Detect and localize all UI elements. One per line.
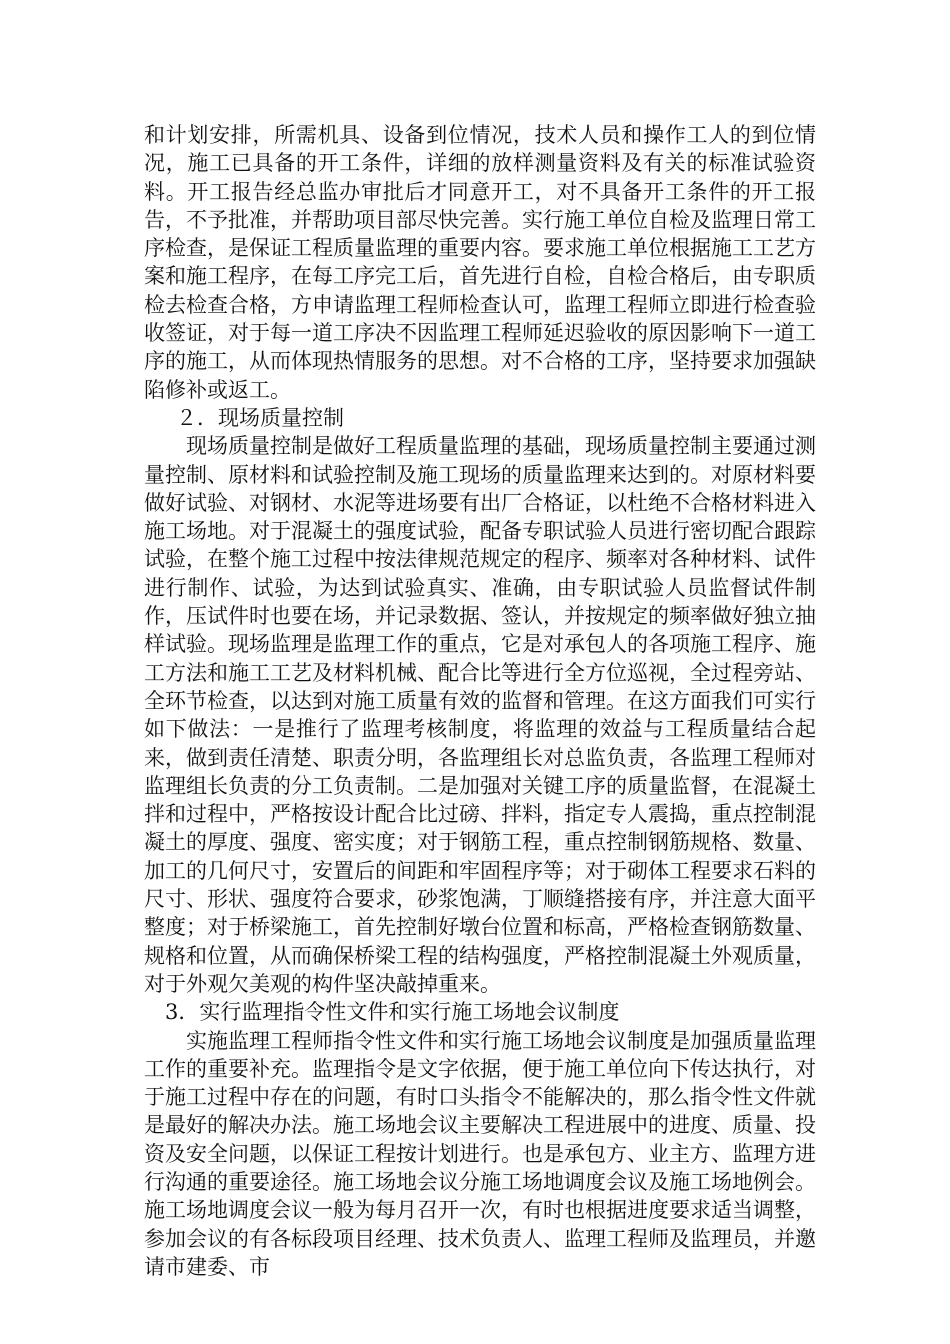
- body-paragraph-2: 现场质量控制是做好工程质量监理的基础，现场质量控制主要通过测量控制、原材料和试验控制及施工现场的质量监理来达到的。对原材料要做好试验、对钢材、水泥等进场要有出厂合格证，以杜绝不合格材料进入施工场地。对于混凝土的强度试验，配备专职试验人员进行密切配合跟踪试验，在整个施工过程中按法律规范规定的程序、频率对各种材料、试件进行制作、试验，为达到试验真实、准确，由专职试验人员监督试件制作，压试件时也要在场，并记录数据、签认，并按规定的频率做好独立抽样试验。现场监理是监理工作的重点，它是对承包人的各项施工程序、施工方法和施工工艺及材料机械、配合比等进行全方位巡视，全过程旁站、全环节检查，以达到对施工质量有效的监督和管理。在这方面我们可实行如下做法：一是推行了监理考核制度，将监理的效益与工程质量结合起来，做到责任清楚、职责分明，各监理组长对总监负责，各监理工程师对监理组长负责的分工负责制。二是加强对关键工序的质量监督，在混凝土拌和过程中，严格按设计配合比过磅、拌料，指定专人震捣，重点控制混凝土的厚度、强度、密实度；对于钢筋工程，重点控制钢筋规格、数量、加工的几何尺寸，安置后的间距和牢固程序等；对于砌体工程要求石料的尺寸、形状、强度符合要求，砂浆饱满，丁顺缝搭接有序，并注意大面平整度；对于桥梁施工，首先控制好墩台位置和标高，严格检查钢筋数量、规格和位置，从而确保桥梁工程的结构强度，严格控制混凝土外观质量，对于外观欠美观的构件坚决敲掉重来。: [144, 434, 816, 996]
- section-heading-2: ２．现场质量控制: [176, 405, 344, 430]
- body-paragraph-1: 和计划安排，所需机具、设备到位情况，技术人员和操作工人的到位情况，施工已具备的开工条件，详细的放样测量资料及有关的标准试验资料。开工报告经总监办审批后才同意开工，对不具备开工条件的开工报告，不予批准，并帮助项目部尽快完善。实行施工单位自检及监理日常工序检查，是保证工程质量监理的重要内容。要求施工单位根据施工工艺方案和施工程序，在每工序完工后，首先进行自检，自检合格后，由专职质检去检查合格，方申请监理工程师检查认可，监理工程师立即进行检查验收签证，对于每一道工序决不因监理工程师延迟验收的原因影响下一道工序的施工，从而体现热情服务的思想。对不合格的工序，坚持要求加强缺陷修补或返工。: [144, 123, 816, 402]
- section-heading-3: 3．实行监理指令性文件和实行施工场地会议制度: [165, 1000, 620, 1025]
- document-body: [144, 121, 816, 1281]
- body-paragraph-3: 实施监理工程师指令性文件和实行施工场地会议制度是加强质量监理工作的重要补充。监理指令是文字依据，便于施工单位向下传达执行，对于施工过程中存在的问题，有时口头指令不能解决的，那么指令性文件就是最好的解决办法。施工场地会议主要解决工程进展中的进度、质量、投资及安全问题，以保证工程按计划进行。也是承包方、业主方、监理方进行沟通的重要途径。施工场地会议分施工场地调度会议及施工场地例会。施工场地调度会议一般为每月召开一次，有时也根据进度要求适当调整，参加会议的有各标段项目经理、技术负责人、监理工程师及监理员，并邀请市建委、市: [144, 1028, 816, 1279]
